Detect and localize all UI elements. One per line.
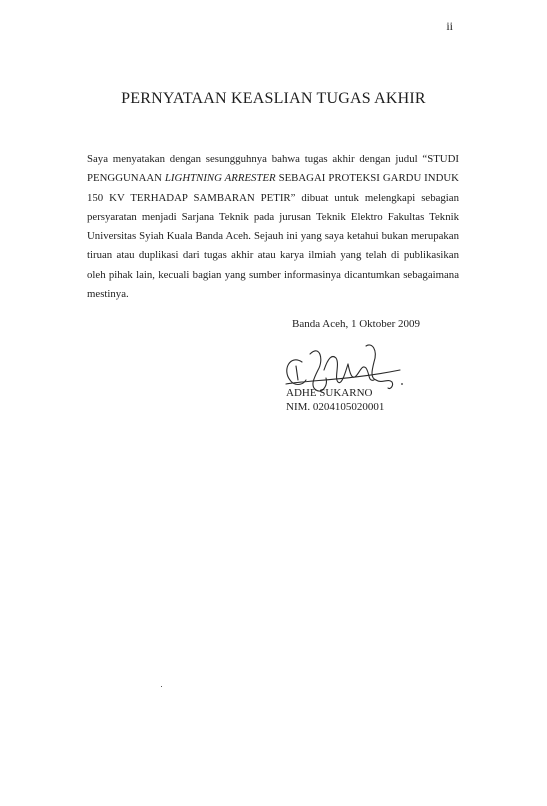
page-title: PERNYATAAN KEASLIAN TUGAS AKHIR — [121, 90, 426, 107]
statement-text-part1: Saya menyatakan dengan sesungguhnya bahwa tugas akhir dengan judul “STUDI PENGGUNAAN — [87, 153, 459, 185]
scan-speck — [161, 686, 162, 687]
page-number: ii — [446, 19, 453, 33]
statement-paragraph — [87, 150, 459, 304]
signer-nim: NIM. 0204105020001 — [286, 401, 385, 413]
statement-italic-term: LIGHTNING ARRESTER — [164, 172, 276, 185]
signer-name: ADHE SUKARNO — [286, 387, 373, 399]
statement-text-part2: SEBAGAI PROTEKSI GARDU INDUK 150 KV TERHADAP SAMBARAN PETIR” dibuat untuk melengkapi sebagian persyaratan menjadi Sarjana Teknik pada jurusan Teknik Elektro Fakultas Teknik Universitas Syiah Kuala Banda Aceh. Sejauh ini yang saya ketahui bukan merupakan tiruan atau duplikasi dari tugas akhir atau karya ilmiah yang telah di publikasikan oleh pihak lain, kecuali bagian yang sumber informasinya dicantumkan sebagaimana mestinya. — [87, 172, 459, 301]
signature-place-date: Banda Aceh, 1 Oktober 2009 — [292, 318, 420, 330]
